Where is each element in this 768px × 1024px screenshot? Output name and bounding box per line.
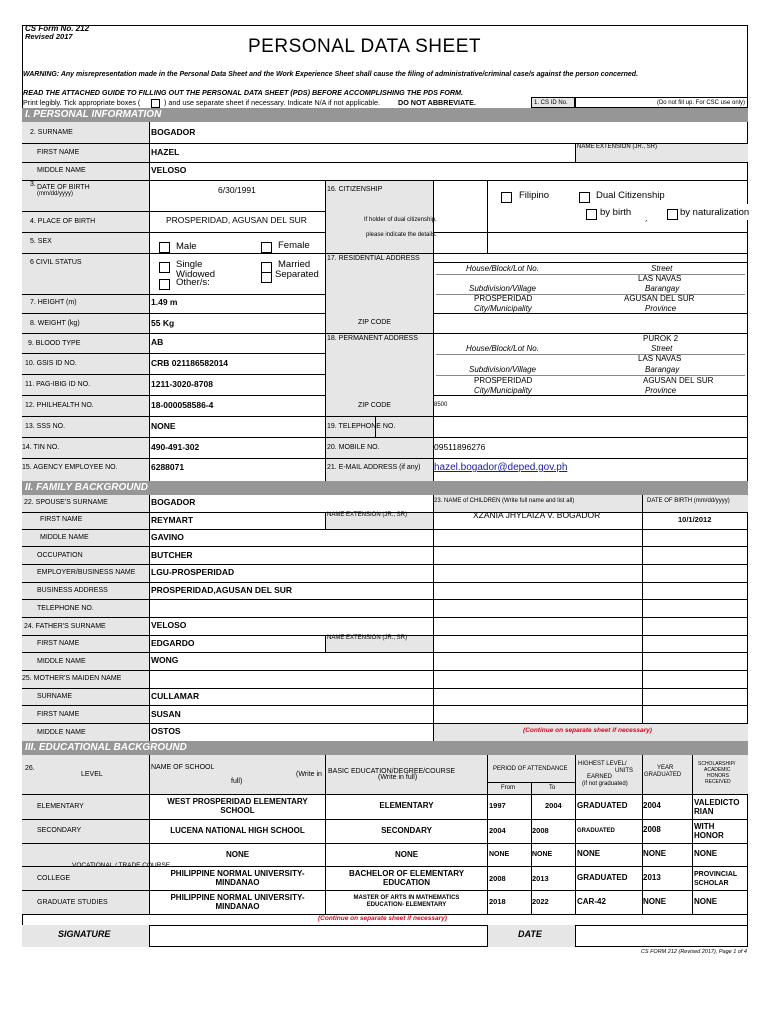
highest-header-3: EARNED: [587, 774, 613, 780]
male-label: Male: [176, 241, 197, 252]
section-family-background: II. FAMILY BACKGROUND: [22, 481, 748, 495]
pob-label: 4. PLACE OF BIRTH: [30, 218, 96, 225]
row-highest: GRADUATED: [577, 828, 615, 834]
spouse-first-value: REYMART: [151, 515, 194, 525]
row-from: 2008: [489, 874, 506, 883]
sex-label: 5. SEX: [30, 238, 52, 245]
mother-first-value: SUSAN: [151, 709, 181, 719]
blood-type-value: AB: [151, 337, 164, 347]
course-header: BASIC EDUCATION/DEGREE/COURSE: [328, 768, 456, 775]
email-link[interactable]: hazel.bogador@deped.gov.ph: [434, 462, 568, 473]
row-school: PHILIPPINE NORMAL UNIVERSITY- MINDANAO: [170, 869, 305, 887]
date-label: DATE: [518, 929, 542, 939]
gsis-value: CRB 021186582014: [151, 358, 229, 368]
height-value: 1.49 m: [151, 297, 178, 307]
row-year: NONE: [643, 897, 667, 906]
level-header: LEVEL: [81, 771, 103, 778]
middle-name-value: VELOSO: [151, 165, 187, 175]
dual-note-2: please indicate the details.: [366, 232, 437, 238]
row-from: NONE: [489, 851, 510, 858]
period-to-header: To: [549, 785, 556, 791]
weight-value: 55 Kg: [151, 318, 175, 328]
single-checkbox[interactable]: [159, 262, 170, 273]
by-naturalization-label: by naturalization: [680, 207, 750, 218]
mother-maiden-label: 25. MOTHER'S MAIDEN NAME: [22, 675, 122, 682]
dual-citizenship-label: Dual Citizenship: [596, 190, 665, 201]
single-label: Single: [176, 259, 203, 270]
row-course: ELEMENTARY: [379, 801, 434, 810]
permanent-address-label: 18. PERMANENT ADDRESS: [327, 335, 418, 342]
perm-barangay-label: Barangay: [645, 365, 680, 374]
perm-city-label: City/Municipality: [474, 386, 532, 395]
row-year: 2013: [643, 873, 661, 882]
row-to: NONE: [532, 851, 553, 858]
spouse-first-label: FIRST NAME: [40, 516, 83, 523]
res-province-label: Province: [645, 304, 677, 313]
csid-label-cell: [531, 97, 575, 108]
employer-label: EMPLOYER/BUSINESS NAME: [37, 569, 136, 576]
perm-zip-value: 8500: [434, 402, 448, 408]
middle-name-label: MIDDLE NAME: [37, 167, 86, 174]
father-middle-label: MIDDLE NAME: [37, 658, 86, 665]
dob-label: DATE OF BIRTH: [37, 184, 90, 191]
row-honors: VALEDICTO RIAN: [694, 798, 740, 816]
res-barangay-label: Barangay: [645, 284, 680, 293]
year-header-1: YEAR: [657, 765, 674, 771]
print-note-end: ) and use separate sheet if necessary. Indicate N/A if not applicable.: [164, 98, 381, 107]
family-continue-note: (Continue on separate sheet if necessary): [523, 727, 652, 734]
perm-barangay-value: LAS NAVAS: [638, 354, 682, 363]
res-house-label: House/Block/Lot No.: [466, 264, 539, 273]
spouse-telephone-label: TELEPHONE NO.: [37, 605, 94, 612]
father-extension-label: NAME EXTENSION (JR., SR): [327, 635, 408, 641]
pob-value: PROSPERIDAD, AGUSAN DEL SUR: [166, 215, 307, 225]
height-label: 7. HEIGHT (m): [30, 299, 77, 306]
mother-middle-value: OSTOS: [151, 726, 181, 736]
spouse-surname-label: 22. SPOUSE'S SURNAME: [24, 499, 108, 506]
spouse-surname-value: BOGADOR: [151, 497, 196, 507]
res-province-value: AGUSAN DEL SUR: [624, 294, 695, 303]
row-honors: NONE: [694, 849, 718, 858]
row-course: NONE: [394, 850, 419, 859]
pagibig-label: 11. PAG-IBIG ID NO.: [25, 381, 91, 388]
honors-header-4: RECEIVED: [705, 779, 731, 785]
section-personal-information: I. PERSONAL INFORMATION: [22, 108, 748, 122]
res-city-value: PROSPERIDAD: [474, 294, 533, 303]
row-from: 1997: [489, 801, 506, 810]
pagibig-value: 1211-3020-8708: [151, 379, 213, 389]
guide-text: READ THE ATTACHED GUIDE TO FILLING OUT THE PERSONAL DATA SHEET (PDS) BEFORE ACCOMPLISHING THE PDS FORM.: [23, 88, 464, 97]
school-header-full: full): [231, 778, 243, 785]
perm-province-label: Province: [645, 386, 677, 395]
dob-value: 6/30/1991: [218, 185, 256, 195]
mother-middle-label: MIDDLE NAME: [37, 729, 86, 736]
sss-value: NONE: [151, 421, 176, 431]
perm-city-value: PROSPERIDAD: [474, 376, 533, 385]
telephone-label: 19. TELEPHONE NO.: [327, 423, 396, 430]
highest-header-1: HIGHEST LEVEL/: [578, 761, 627, 767]
spouse-middle-value: GAVINO: [151, 532, 184, 542]
by-birth-label: by birth: [600, 207, 632, 218]
row-school: NONE: [225, 850, 250, 859]
res-subdivision-label: Subdivision/Village: [469, 284, 537, 293]
dual-citizenship-checkbox[interactable]: [579, 192, 590, 203]
csid-field[interactable]: [575, 97, 748, 108]
dual-note-1: If holder of dual citizenship,: [364, 217, 437, 223]
surname-label: 2. SURNAME: [30, 129, 73, 136]
year-header-2: GRADUATED: [644, 772, 682, 778]
children-label: 23. NAME of CHILDREN (Write full name and list all): [434, 498, 575, 504]
row-school: PHILIPPINE NORMAL UNIVERSITY- MINDANAO: [170, 893, 305, 911]
row-level-elementary: ELEMENTARY: [37, 803, 84, 810]
vocational-label-cell: [22, 844, 171, 869]
row-highest: GRADUATED: [577, 873, 628, 882]
csid-label: 1. CS ID No.: [534, 100, 568, 106]
row-highest: NONE: [577, 849, 601, 858]
child-name-value: XZANIA JHYLAIZA V. BOGADOR: [473, 510, 601, 520]
mother-first-label: FIRST NAME: [37, 711, 80, 718]
education-item-number: 26.: [25, 765, 35, 772]
mother-surname-value: CULLAMAR: [151, 691, 200, 701]
dual-options: [576, 204, 748, 231]
blood-type-label: 9. BLOOD TYPE: [28, 340, 81, 347]
row-honors: NONE: [694, 897, 718, 906]
agency-no-value: 6288071: [151, 462, 185, 472]
spouse-extension-label: NAME EXTENSION (JR., SR): [327, 512, 408, 518]
school-header-write: (Write in: [296, 771, 322, 778]
row-level-secondary: SECONDARY: [37, 827, 82, 834]
widowed-label: Widowed: [176, 269, 216, 280]
filipino-label: Filipino: [519, 190, 550, 201]
perm-province-value: AGUSAN DEL SUR: [643, 376, 714, 385]
perm-subdivision-label: Subdivision/Village: [469, 365, 537, 374]
first-name-value: HAZEL: [151, 147, 180, 157]
csc-use-note: (Do not fill up. For CSC use only): [656, 100, 745, 106]
row-course: MASTER OF ARTS IN MATHEMATICS EDUCATION- ELEMENTARY: [353, 895, 460, 908]
children-dob-label: DATE OF BIRTH (mm/dd/yyyy): [647, 498, 730, 504]
gsis-label: 10. GSIS ID NO.: [25, 360, 77, 367]
row-to: 2008: [532, 826, 549, 835]
date-field[interactable]: [576, 926, 747, 946]
father-surname-label: 24. FATHER'S SURNAME: [24, 623, 106, 630]
row-to: 2004: [545, 801, 562, 810]
male-checkbox[interactable]: [159, 242, 170, 253]
row-course: BACHELOR OF ELEMENTARY EDUCATION: [348, 869, 465, 887]
row-from: 2018: [489, 897, 506, 906]
occupation-label: OCCUPATION: [37, 552, 83, 559]
row-highest: GRADUATED: [577, 801, 628, 810]
married-label: Married: [278, 259, 311, 270]
others-checkbox[interactable]: [159, 279, 170, 290]
by-naturalization-checkbox[interactable]: [667, 209, 678, 220]
education-continue-note: (Continue on separate sheet if necessary): [318, 915, 447, 922]
email-label: 21. E-MAIL ADDRESS (if any): [327, 464, 421, 471]
honors-header-2: ACADEMIC: [704, 767, 731, 773]
section-educational-background: III. EDUCATIONAL BACKGROUND: [22, 741, 748, 755]
separated-label: Separated: [275, 269, 319, 280]
tin-label: 14. TIN NO.: [22, 444, 60, 451]
child-dob-value: 10/1/2012: [678, 515, 712, 524]
first-name-label: FIRST NAME: [37, 149, 80, 156]
row-year: NONE: [643, 849, 667, 858]
philhealth-value: 18-000058586-4: [151, 400, 214, 410]
weight-label: 8. WEIGHT (kg): [30, 320, 80, 327]
sample-checkbox: [151, 99, 160, 108]
perm-zip-label: ZIP CODE: [358, 402, 391, 409]
business-address-label: BUSINESS ADDRESS: [37, 587, 108, 594]
civil-status-options: [150, 256, 325, 294]
name-extension-label: NAME EXTENSION (JR., SR): [577, 144, 658, 150]
occupation-value: BUTCHER: [151, 550, 193, 560]
filipino-checkbox[interactable]: [501, 192, 512, 203]
period-header: PERIOD OF ATTENDANCE: [493, 766, 568, 772]
father-surname-value: VELOSO: [151, 620, 187, 630]
highest-header-4: (if not graduated): [582, 781, 628, 787]
mobile-value: 09511896276: [434, 442, 486, 452]
philhealth-label: 12. PHILHEALTH NO.: [25, 402, 94, 409]
signature-label: SIGNATURE: [58, 929, 111, 939]
citizenship-label: 16. CITIZENSHIP: [327, 186, 383, 193]
page-footer-note: CS FORM 212 (Revised 2017), Page 1 of 4: [640, 949, 747, 955]
signature-field[interactable]: [150, 926, 486, 946]
perm-house-label: House/Block/Lot No.: [466, 344, 539, 353]
perm-street-label: Street: [651, 344, 673, 353]
row-honors: PROVINCIAL SCHOLAR: [694, 871, 738, 887]
dob-format: (mm/dd/yyyy): [37, 191, 73, 197]
female-label: Female: [278, 240, 310, 251]
surname-value: BOGADOR: [151, 127, 196, 137]
res-barangay-value: LAS NAVAS: [638, 274, 682, 283]
row-from: 2004: [489, 826, 506, 835]
father-first-label: FIRST NAME: [37, 640, 80, 647]
sss-label: 13. SSS NO.: [25, 423, 66, 430]
dob-num: 3.: [30, 181, 36, 188]
school-header: NAME OF SCHOOL: [151, 764, 215, 771]
tin-value: 490-491-302: [151, 442, 200, 452]
form-number: CS Form No. 212: [25, 24, 90, 33]
res-zip-label: ZIP CODE: [358, 319, 391, 326]
res-street-label: Street: [651, 264, 673, 273]
row-to: 2022: [532, 897, 549, 906]
print-note-start: Print legibly. Tick appropriate boxes (: [23, 98, 141, 107]
page-title: PERSONAL DATA SHEET: [248, 36, 481, 57]
row-year: 2004: [643, 801, 661, 810]
father-middle-value: WONG: [151, 655, 179, 665]
row-level-college: COLLEGE: [37, 875, 71, 882]
honors-header-3: HONORS: [707, 773, 729, 779]
highest-header-2: UNITS: [615, 768, 633, 774]
res-city-label: City/Municipality: [474, 304, 532, 313]
row-highest: CAR-42: [577, 897, 606, 906]
residential-address-label: 17. RESIDENTIAL ADDRESS: [327, 255, 420, 262]
father-first-value: EDGARDO: [151, 638, 195, 648]
vocational-label: VOCATIONAL / TRADE COURSE: [72, 862, 171, 869]
course-header-sub: (Write in full): [378, 774, 418, 781]
mobile-label: 20. MOBILE NO.: [327, 444, 380, 451]
row-to: 2013: [532, 874, 549, 883]
row-school: WEST PROSPERIDAD ELEMENTARY SCHOOL: [167, 797, 308, 815]
employer-value: LGU-PROSPERIDAD: [151, 567, 235, 577]
form-revision: Revised 2017: [25, 32, 73, 41]
others-label: Other/s:: [176, 277, 210, 288]
personal-mid-label-column: [325, 180, 433, 481]
row-honors: WITH HONOR: [694, 822, 724, 840]
civil-status-label: 6 CIVIL STATUS: [30, 259, 82, 266]
row-course: SECONDARY: [381, 826, 432, 835]
separated-checkbox[interactable]: [261, 272, 272, 283]
spouse-middle-label: MIDDLE NAME: [40, 534, 89, 541]
row-year: 2008: [643, 825, 661, 834]
period-from-header: From: [501, 785, 515, 791]
row-school: LUCENA NATIONAL HIGH SCHOOL: [170, 826, 305, 835]
female-checkbox[interactable]: [261, 242, 272, 253]
by-birth-checkbox[interactable]: [586, 209, 597, 220]
agency-no-label: 15. AGENCY EMPLOYEE NO.: [22, 464, 118, 471]
no-abbreviate-note: DO NOT ABBREVIATE.: [398, 98, 476, 107]
perm-street-value: PUROK 2: [643, 334, 679, 343]
mother-surname-label: SURNAME: [37, 693, 73, 700]
honors-header-1: SCHOLARSHIP/: [698, 761, 736, 767]
warning-text: WARNING: Any misrepresentation made in the Personal Data Sheet and the Work Experience Sheet shall cause the filing of administrative/criminal case/s against the person concerned.: [23, 71, 639, 78]
business-address-value: PROSPERIDAD,AGUSAN DEL SUR: [151, 585, 293, 595]
row-level-graduate: GRADUATE STUDIES: [37, 899, 108, 906]
